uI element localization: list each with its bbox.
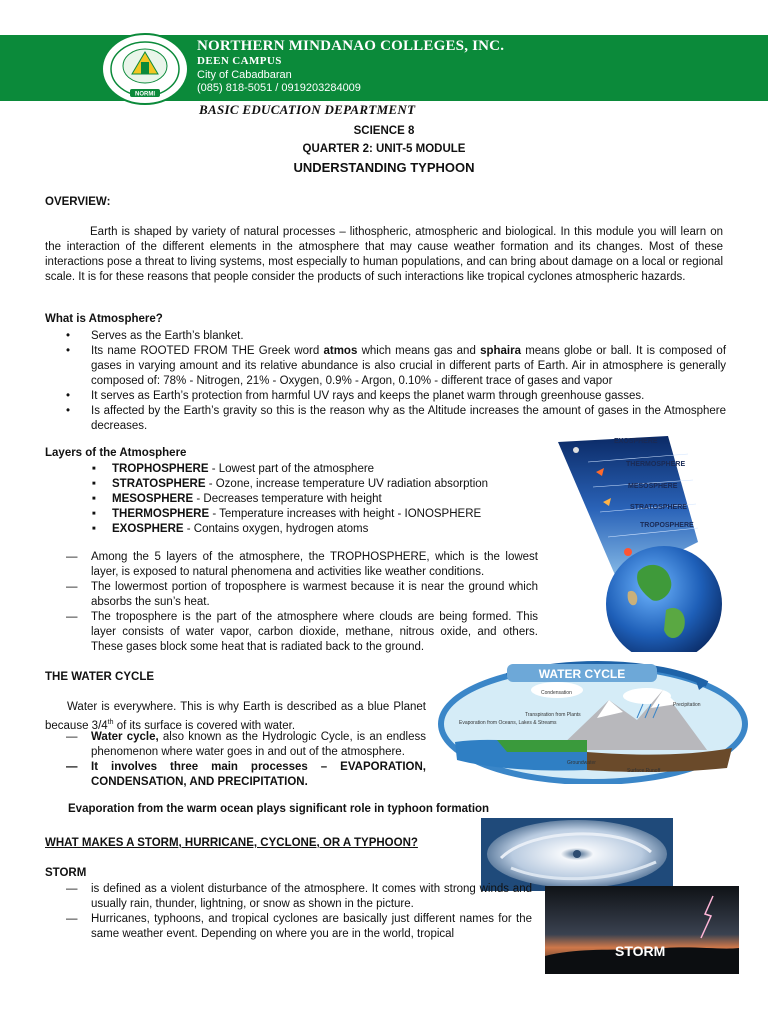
- water-cycle-heading: THE WATER CYCLE: [45, 671, 155, 683]
- atmosphere-list: [66, 329, 726, 434]
- logo-text: NORMI: [135, 91, 155, 98]
- fig-label: Condensation: [541, 690, 572, 696]
- list-item: • Is affected by the Earth’s gravity so this is the reason why as the Altitude increases the amount of gases in the Atmosphere decreases.: [66, 404, 726, 434]
- water-cycle-title: WATER CYCLE: [538, 667, 626, 681]
- water-cycle-notes: [66, 730, 426, 790]
- list-item: — The troposphere is the part of the atmosphere where clouds are being formed. This layer consists of water vapor, carbon dioxide, methane, nitrous oxide, and others. These gases block some heat that is radiated back to the ground.: [66, 610, 538, 655]
- phone-numbers: (085) 818-5051 / 0919203284009: [197, 82, 361, 94]
- fig-label: Groundwater: [567, 760, 596, 766]
- department: BASIC EDUCATION DEPARTMENT: [199, 102, 416, 117]
- fig-label: Precipitation: [673, 702, 701, 708]
- school-logo: [100, 32, 190, 106]
- fig-label: EXOSPHERE: [614, 438, 658, 445]
- storm-label: STORM: [615, 943, 666, 959]
- fig-label: STRATOSPHERE: [630, 504, 687, 511]
- subject: SCIENCE 8: [353, 125, 415, 137]
- school-name: NORTHERN MINDANAO COLLEGES, INC.: [197, 38, 505, 54]
- water-cycle-intro: Water is everywhere. This is why Earth is described as a blue Planet because 3/4th of its surface is covered with water.: [45, 701, 426, 732]
- list-item: ■ THERMOSPHERE - Temperature increases with height - IONOSPHERE: [92, 507, 522, 522]
- fig-label: Transpiration from Plants: [525, 712, 581, 718]
- list-item: — The lowermost portion of troposphere is warmest because it is near the ground which absorbs the sun’s heat.: [66, 580, 538, 610]
- fig-label: TROPOSPHERE: [640, 522, 694, 529]
- list-item: • Its name ROOTED FROM THE Greek word atmos which means gas and sphaira means globe or ball. It is composed of gases in varying amount and its relative abundance is also crucial in different parts of Earth. Air in atmosphere is generally composed of: 78% - Nitrogen, 21% - Oxygen, 0.9% - Argon, 0.10% - different trace of gases and vapor: [66, 344, 726, 389]
- typhoon-satellite-image: [481, 818, 673, 891]
- overview-heading: OVERVIEW:: [45, 196, 111, 208]
- list-item: ■ EXOSPHERE - Contains oxygen, hydrogen atoms: [92, 522, 522, 537]
- list-item: • It serves as Earth’s protection from harmful UV rays and keeps the planet warm through greenhouse gasses.: [66, 389, 726, 404]
- fig-label: Evaporation from Oceans, Lakes & Streams: [459, 720, 557, 726]
- list-item: ■ STRATOSPHERE - Ozone, increase temperature UV radiation absorption: [92, 477, 522, 492]
- layers-list: [92, 462, 522, 537]
- storm-notes: [66, 882, 532, 942]
- city: City of Cabadbaran: [197, 69, 292, 81]
- campus-name: DEEN CAMPUS: [197, 55, 282, 67]
- water-cycle-figure: [437, 660, 749, 784]
- list-item: — is defined as a violent disturbance of the atmosphere. It comes with strong winds and usually rain, thunder, lightning, or snow as shown in the picture.: [66, 882, 532, 912]
- list-item: ■ TROPHOSPHERE - Lowest part of the atmosphere: [92, 462, 522, 477]
- storm-subheading: STORM: [45, 867, 87, 879]
- storm-section-heading: WHAT MAKES A STORM, HURRICANE, CYCLONE, OR A TYPHOON?: [45, 837, 418, 849]
- fig-label: Surface Runoff: [627, 768, 661, 774]
- list-item: — Hurricanes, typhoons, and tropical cyclones are basically just different names for the same weather event. Depending on where you are in the world, tropical: [66, 912, 532, 942]
- list-item: — It involves three main processes – EVAPORATION, CONDENSATION, AND PRECIPITATION.: [66, 760, 426, 790]
- atmosphere-heading: What is Atmosphere?: [45, 313, 163, 325]
- troposphere-notes: [66, 550, 538, 655]
- water-cycle-note: Evaporation from the warm ocean plays significant role in typhoon formation: [68, 803, 490, 815]
- overview-text: Earth is shaped by variety of natural processes – lithospheric, atmospheric and biological. In this module you will learn on the interaction of the different elements in the atmosphere that may cause weather formation and its changes. Most of these interactions pose a threat to living systems, most especially to human populations, and can bring about damage on a local or regional scale. It is for these reasons that people consider the products of such interactions like tropical cyclones atmospheric hazards.: [45, 226, 723, 283]
- quarter: QUARTER 2: UNIT-5 MODULE: [302, 143, 466, 155]
- storm-photo: [545, 886, 739, 974]
- layers-heading: Layers of the Atmosphere: [45, 447, 187, 459]
- atmosphere-layers-figure: [548, 432, 744, 652]
- fig-label: THERMOSPHERE: [626, 461, 686, 468]
- module-title: UNDERSTANDING TYPHOON: [293, 160, 475, 175]
- list-item: — Water cycle, also known as the Hydrologic Cycle, is an endless phenomenon where water goes in and out of the atmosphere.: [66, 730, 426, 760]
- list-item: • Serves as the Earth’s blanket.: [66, 329, 726, 344]
- list-item: ■ MESOSPHERE - Decreases temperature with height: [92, 492, 522, 507]
- list-item: — Among the 5 layers of the atmosphere, the TROPHOSPHERE, which is the lowest layer, is exposed to natural phenomena and activities like weather conditions.: [66, 550, 538, 580]
- fig-label: MESOSPHERE: [628, 483, 678, 490]
